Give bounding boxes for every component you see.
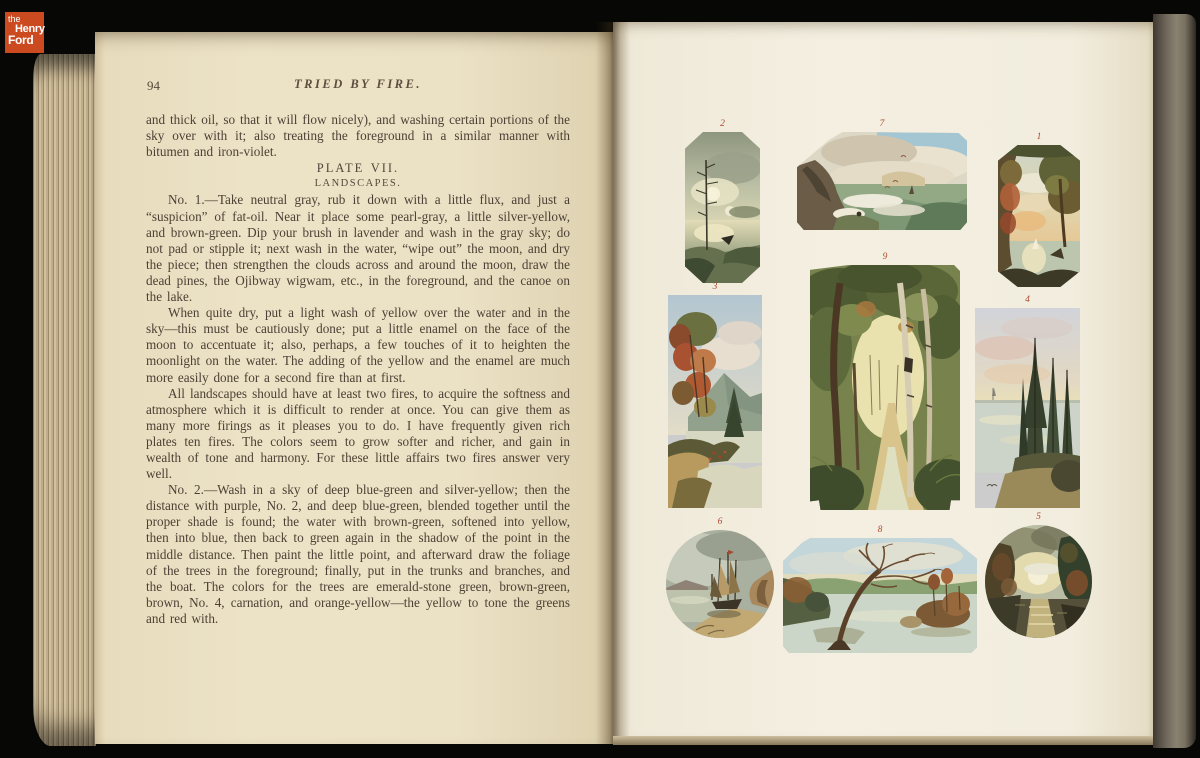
logo-text-henry: Henry bbox=[15, 23, 45, 35]
landscape-painting-bare-tree bbox=[783, 538, 977, 653]
page-edges-stack bbox=[33, 54, 96, 746]
painting-thumbnail-8 bbox=[783, 525, 977, 653]
painting-thumbnail-4 bbox=[975, 295, 1080, 508]
book-cover-edge bbox=[1153, 14, 1196, 748]
plate-number: 7 bbox=[879, 119, 885, 129]
plate-number: 3 bbox=[712, 282, 718, 292]
plate-number: 6 bbox=[717, 517, 723, 527]
page-text-block bbox=[146, 112, 570, 627]
paragraph-all-landscapes: All landscapes should have at least two fires, to acquire the softness and atmosphere which it is difficult to render at once. You can give them as many more firings as it pleases you to do. I have frequently given rich plates ten fires. The colors seem to grow softer and richer, and gain in wealth of tone and harmony. For these little affairs two fires answer very well. bbox=[146, 385, 570, 482]
henry-ford-logo bbox=[5, 12, 44, 53]
page-number: 94 bbox=[147, 78, 160, 93]
painting-thumbnail-9 bbox=[810, 252, 960, 510]
plate-number: 5 bbox=[1036, 512, 1041, 522]
plate-number: 9 bbox=[882, 252, 888, 262]
plate-subheading: LANDSCAPES. bbox=[314, 178, 402, 190]
painting-thumbnail-3 bbox=[668, 282, 762, 508]
left-page bbox=[95, 32, 613, 744]
painting-thumbnail-5 bbox=[985, 512, 1092, 638]
plate-heading: PLATE VII. bbox=[316, 161, 400, 176]
painting-thumbnail-1 bbox=[998, 132, 1080, 287]
running-title: TRIED BY FIRE. bbox=[294, 77, 422, 91]
painting-thumbnail-6 bbox=[666, 517, 774, 638]
plate-number: 8 bbox=[877, 525, 883, 535]
plate-number: 1 bbox=[1036, 132, 1042, 142]
landscape-painting-shore-pines bbox=[975, 308, 1080, 508]
plate-number: 2 bbox=[720, 119, 725, 129]
page-bottom-edge bbox=[613, 736, 1153, 745]
landscape-painting-forest-path bbox=[810, 265, 960, 510]
logo-text-the: the bbox=[8, 14, 21, 24]
landscape-painting-moonlit-lake bbox=[685, 132, 760, 283]
landscape-painting-autumn-mountain bbox=[668, 295, 762, 508]
landscape-painting-moonrise-river bbox=[985, 525, 1092, 638]
landscape-painting-sea-cliffs bbox=[797, 132, 967, 230]
paragraph-no-1: No. 1.—Take neutral gray, rub it down with a little flux, and just a “suspicion” of fat-oil. Near it place some pearl-gray, a little silver-yellow, and brown-green. Dip your brush in lavender and wash in the gray sky; do not pad or stipple it; next wash in the water, “wipe out” the moon, and dry the piece; then strengthen the clouds across and around the moon, draw the dead pines, the Ojibway wigwam, etc., in the foreground, and the canoe on the lake. bbox=[146, 192, 570, 305]
landscape-painting-sailboats bbox=[666, 530, 774, 638]
logo-text-ford: Ford bbox=[8, 33, 34, 47]
painting-thumbnail-7 bbox=[797, 119, 967, 230]
right-page bbox=[613, 22, 1153, 740]
paragraph-continuation: and thick oil, so that it will flow nicely), and washing certain portions of the sky over with it; also treating the foreground in a similar manner with bitumen and iron-violet. bbox=[146, 112, 570, 160]
landscape-painting-sunset-lake bbox=[998, 145, 1080, 287]
paragraph-when-dry: When quite dry, put a light wash of yellow over the water and in the sky—this must be cautiously done; put a little enamel on the face of the moon to accentuate it; also, perhaps, a few touches of it to heighten the moonlight on the water. The adding of the yellow and the enamel are much more easily done for a second fire than at first. bbox=[146, 305, 570, 385]
paragraph-no-2: No. 2.—Wash in a sky of deep blue-green and silver-yellow; then the distance with purple, No. 2, and deep blue-green, blended together until the proper shade is found; the water with brown-green, softened into yellow, then into blue, then back to green again in the shadow of the point in the middle distance. Then paint the little point, and afterward draw the foliage of the trees in the foreground; finally, put in the trunks and branches, and the boat. The colors for the trees are emerald-stone green, brown-green, brown, No. 4, carnation, and orange-yellow—the yellow to tone the greens and red with. bbox=[146, 482, 570, 626]
plate-number: 4 bbox=[1025, 295, 1030, 305]
painting-thumbnail-2 bbox=[685, 119, 760, 283]
